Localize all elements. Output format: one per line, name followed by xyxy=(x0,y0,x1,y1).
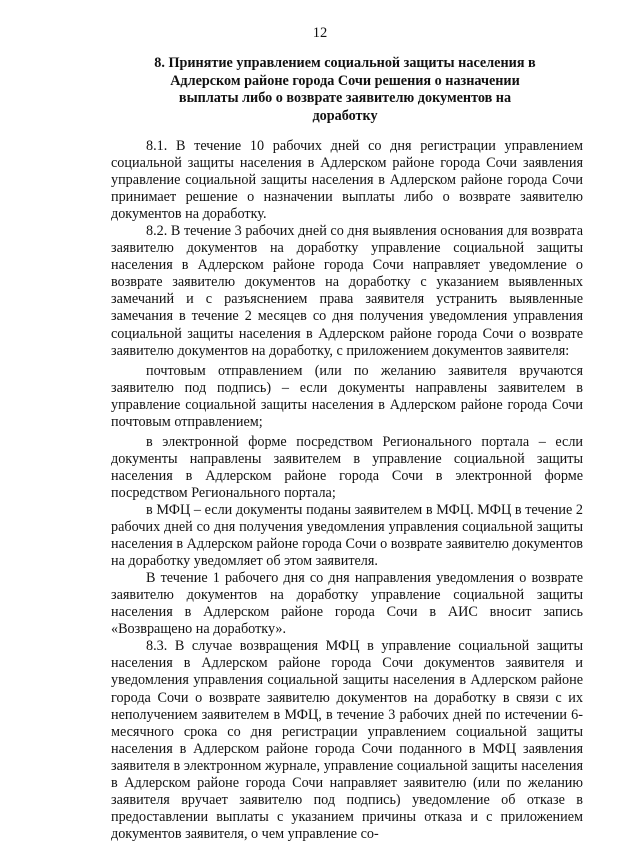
paragraph-8-3: 8.3. В случае возвращения МФЦ в управление социальной защиты населения в Адлерском районе города Сочи документов заявителя и уведомления управления социальной защиты населения в Адлерском районе города Сочи о возврате заявителю документов на доработку в связи с их неполучением заявителем в МФЦ, в течение 3 рабочих дней по истечении 6-месячного срока со дня регистрации управлением социальной защиты населения в Адлерском районе города Сочи поданного в МФЦ заявления заявителя в электронном журнале, управление социальной защиты населения в Адлерском районе города Сочи направляет заявителю (или по желанию заявителя вручает заявителю под подпись) уведомление об отказе в предоставлении выплаты с указанием причины отказа и с приложением документов заявителя, о чем управление со- xyxy=(111,638,583,842)
paragraph-ais-record: В течение 1 рабочего дня со дня направления уведомления о возврате заявителю документов на доработку управление социальной защиты населения в Адлерском районе города Сочи в АИС вносит запись «Возвращено на доработку». xyxy=(111,570,583,638)
page-number: 12 xyxy=(312,25,328,41)
paragraph-electronic: в электронной форме посредством Регионального портала – если документы направлены заявителем в управление социальной защиты населения в Адлерском районе города Сочи в электронной форме посредством Регионального портала; xyxy=(111,433,583,501)
paragraph-8-2: 8.2. В течение 3 рабочих дней со дня выявления основания для возврата заявителю документов на доработку управление социальной защиты населения в Адлерском районе города Сочи направляет уведомление о возврате заявителю документов на доработку с указанием выявленных замечаний и с разъяснением права заявителя устранить выявленные замечания в течение 2 месяцев со дня получения уведомления управления социальной защиты населения в Адлерском районе города Сочи о возврате заявителю документов на доработку, с приложением документов заявителя: xyxy=(111,223,583,359)
paragraph-mfc: в МФЦ – если документы поданы заявителем в МФЦ. МФЦ в течение 2 рабочих дней со дня получения уведомления управления социальной защиты населения в Адлерском районе города Сочи о возврате заявителю документов на доработку уведомляет об этом заявителя. xyxy=(111,501,583,570)
paragraph-8-1: 8.1. В течение 10 рабочих дней со дня регистрации управлением социальной защиты населения в Адлерском районе города Сочи заявления управление социальной защиты населения в Адлерском районе города Сочи принимает решение о назначении выплаты либо о возврате заявителю документов на доработку. xyxy=(111,138,583,223)
document-body xyxy=(111,138,583,843)
section-title: 8. Принятие управлением социальной защиты населения в Адлерском районе города Сочи решения о назначении выплаты либо о возврате заявителю документов на доработку xyxy=(154,55,536,124)
paragraph-postal: почтовым отправлением (или по желанию заявителя вручаются заявителю под подпись) – если документы направлены заявителем в управление социальной защиты населения в Адлерском районе города Сочи почтовым отправлением; xyxy=(111,362,583,430)
